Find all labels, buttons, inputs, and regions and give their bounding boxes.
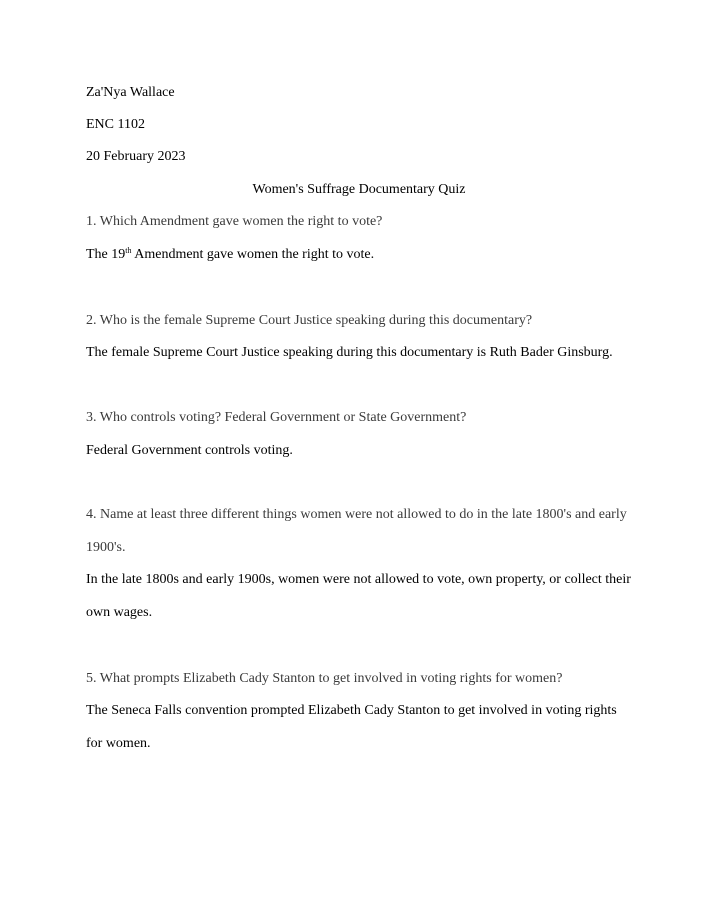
document-title: Women's Suffrage Documentary Quiz	[252, 182, 466, 197]
question-5: 5. What prompts Elizabeth Cady Stanton to get involved in voting rights for women?	[86, 671, 563, 686]
answer-1-prefix: The 19	[86, 247, 126, 262]
answer-5-line-1: The Seneca Falls convention prompted Elizabeth Cady Stanton to get involved in voting rights	[86, 703, 617, 718]
answer-4-line-2: own wages.	[86, 605, 153, 620]
question-4-line-2: 1900's.	[86, 540, 126, 555]
author-name: Za'Nya Wallace	[86, 85, 175, 100]
answer-2: The female Supreme Court Justice speaking during this documentary is Ruth Bader Ginsburg.	[86, 345, 613, 360]
question-4-line-1: 4. Name at least three different things women were not allowed to do in the late 1800's and early	[86, 507, 627, 522]
course-code: ENC 1102	[86, 117, 145, 132]
answer-1	[86, 246, 374, 264]
question-3: 3. Who controls voting? Federal Government or State Government?	[86, 410, 467, 425]
answer-3: Federal Government controls voting.	[86, 443, 293, 458]
question-1: 1. Which Amendment gave women the right to vote?	[86, 214, 383, 229]
document-date: 20 February 2023	[86, 149, 186, 164]
question-2: 2. Who is the female Supreme Court Justice speaking during this documentary?	[86, 313, 533, 328]
answer-1-suffix: Amendment gave women the right to vote.	[131, 247, 375, 262]
answer-1-superscript: th	[125, 246, 132, 255]
answer-4-line-1: In the late 1800s and early 1900s, women were not allowed to vote, own property, or collect their	[86, 572, 631, 587]
answer-5-line-2: for women.	[86, 736, 151, 751]
